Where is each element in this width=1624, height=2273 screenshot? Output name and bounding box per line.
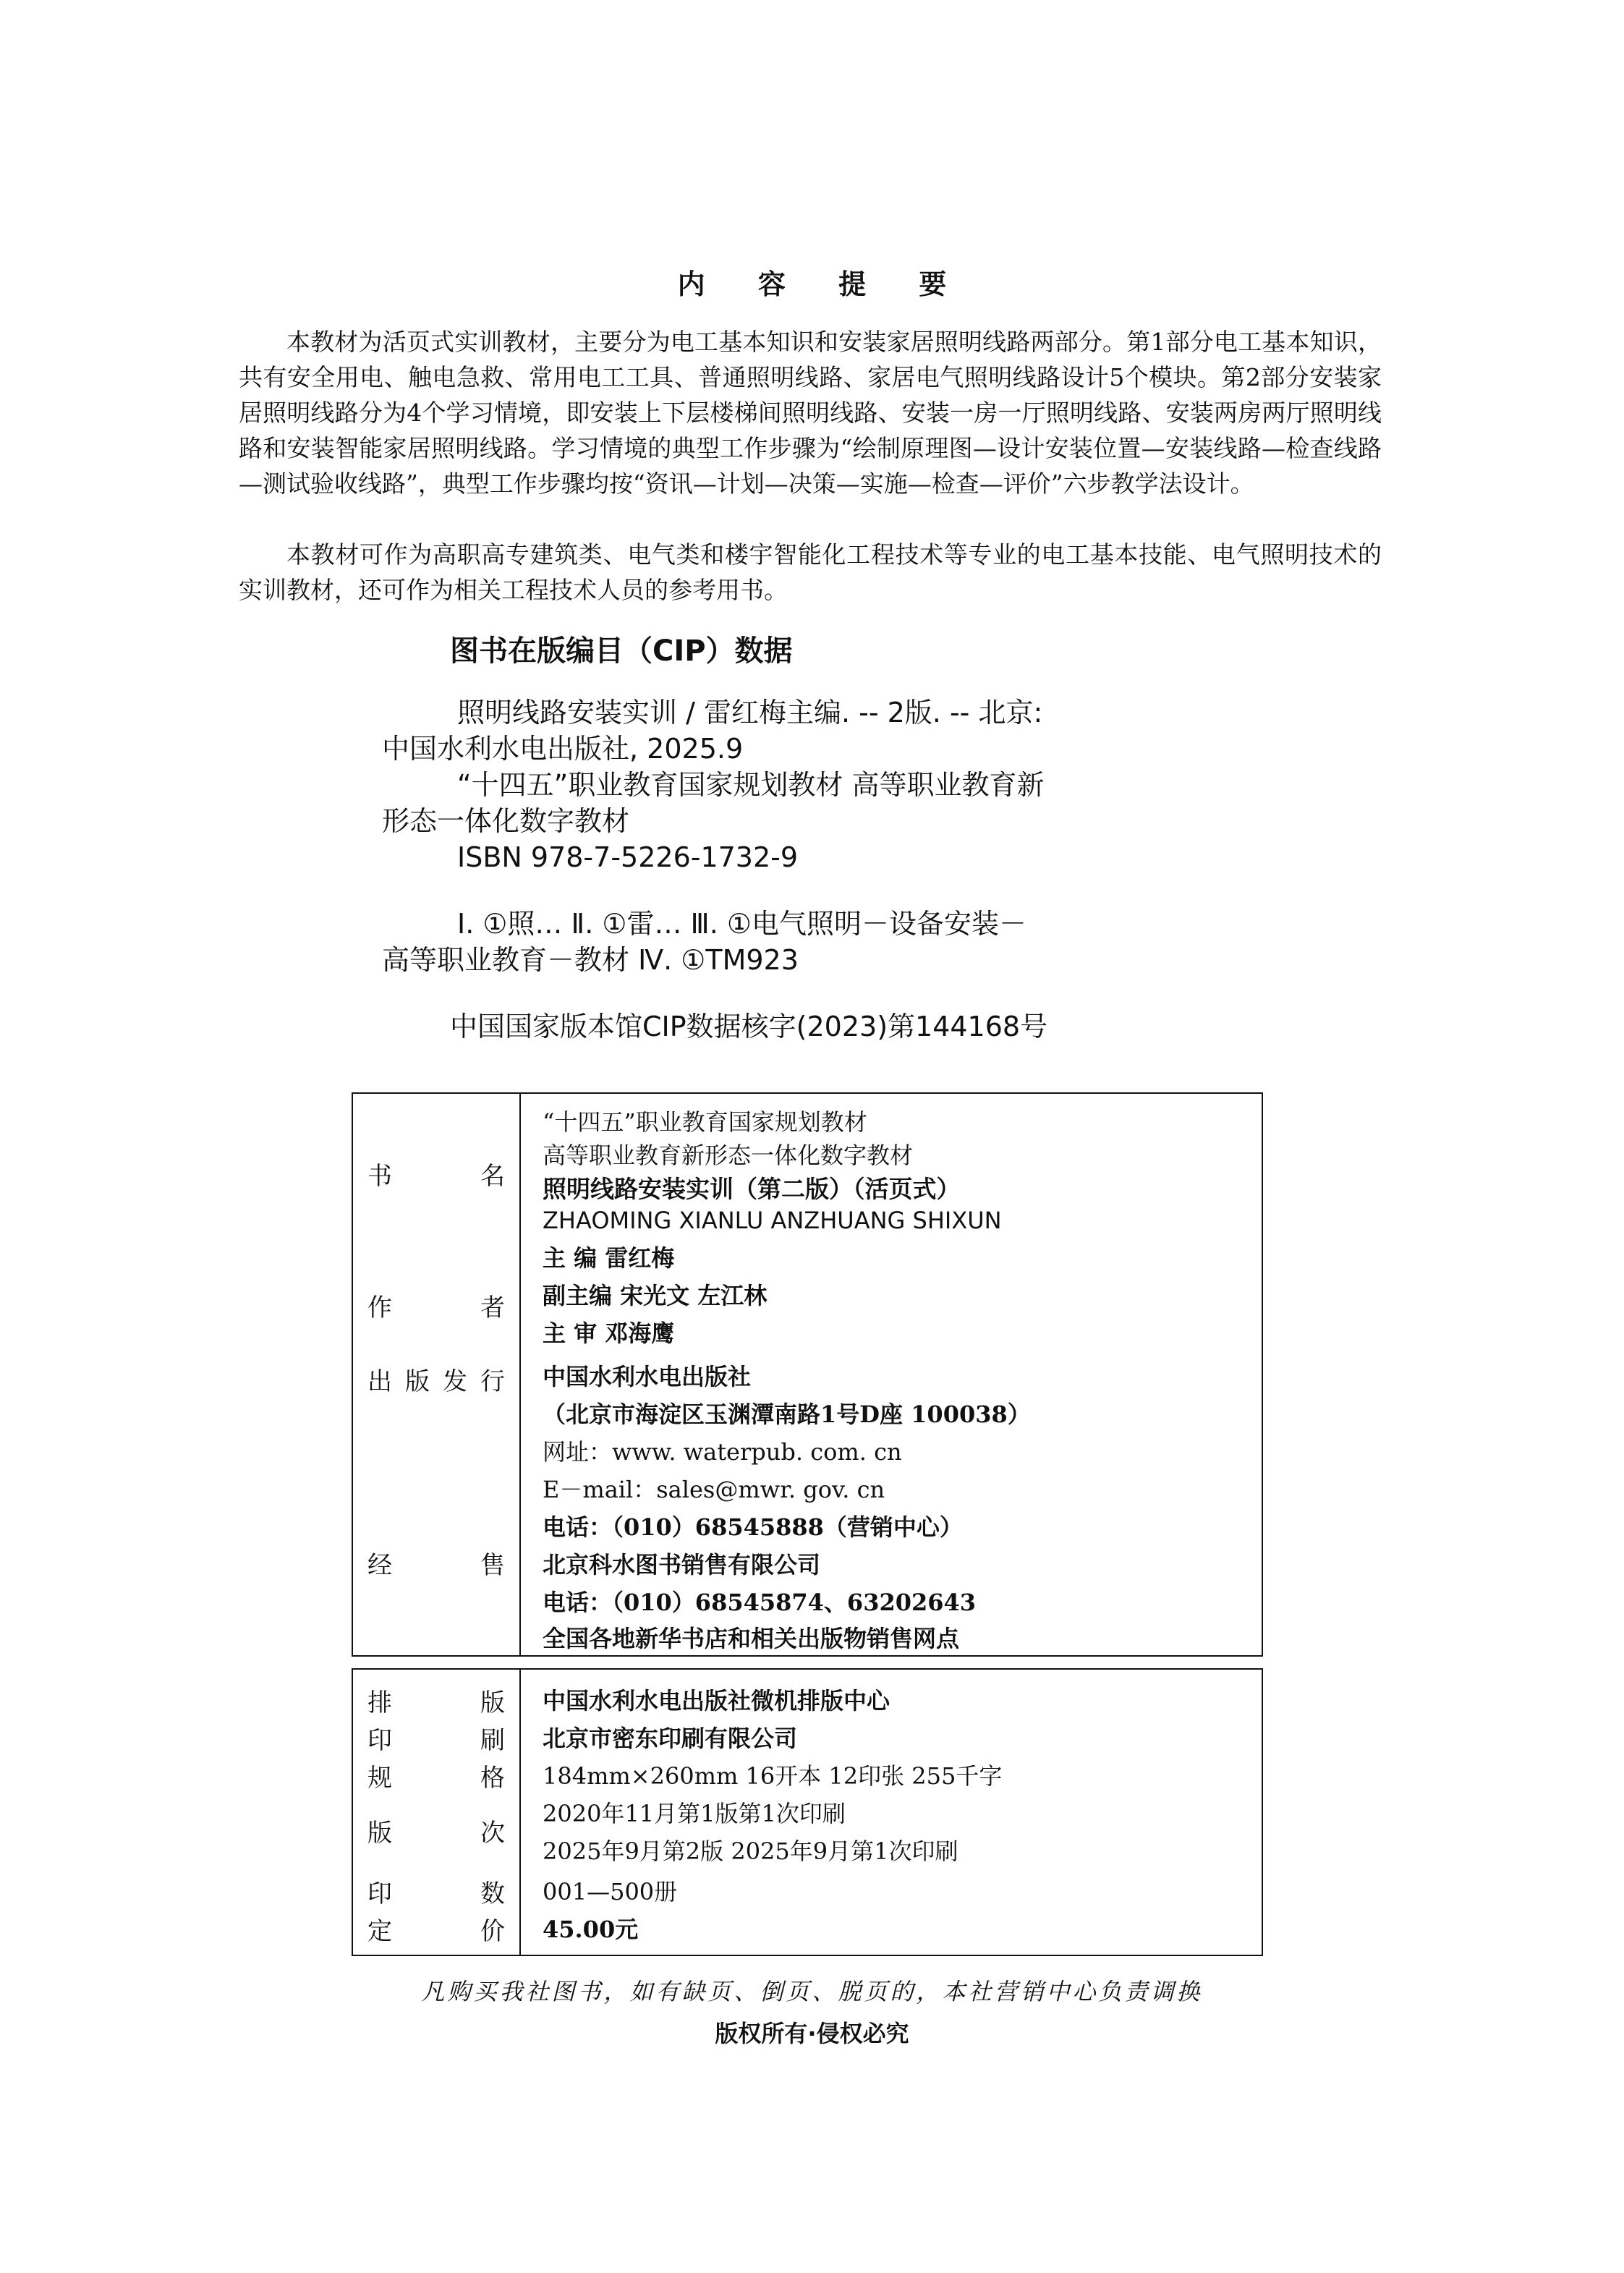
distributor-phone: 电话：（010）68545874、63202643 <box>543 1589 977 1616</box>
cip-record-number: 中国国家版本馆CIP数据核字(2023)第144168号 <box>450 1011 1048 1042</box>
label-char: 印 <box>367 1879 392 1908</box>
table-divider <box>519 1670 521 1955</box>
deputy-editors: 副主编 宋光文 左江林 <box>543 1282 768 1309</box>
reviewer: 主 审 邓海鹰 <box>543 1320 675 1347</box>
distributor-name: 北京科水图书销售有限公司 <box>543 1551 821 1579</box>
publisher-phone: 电话：（010）68545888（营销中心） <box>543 1513 963 1541</box>
label-char: 作 <box>367 1293 392 1322</box>
publisher-website: 网址：www. waterpub. com. cn <box>543 1438 902 1466</box>
label-char: 定 <box>367 1917 392 1946</box>
label-char: 者 <box>480 1293 505 1322</box>
price-value: 45.00元 <box>543 1916 639 1943</box>
typeset-value: 中国水利水电出版社微机排版中心 <box>543 1687 890 1715</box>
label-price <box>367 1911 505 1947</box>
label-char: 发 <box>443 1367 467 1396</box>
label-author <box>367 1288 505 1323</box>
edition-line-1: 2020年11月第1版第1次印刷 <box>543 1800 846 1827</box>
cip-line-2: 中国水利水电出版社, 2025.9 <box>382 733 744 765</box>
label-char: 次 <box>480 1819 505 1848</box>
label-char: 版 <box>405 1367 430 1396</box>
publisher-address: （北京市海淀区玉渊潭南路1号D座 100038） <box>543 1401 1031 1428</box>
cip-line-4: 形态一体化数字教材 <box>382 805 630 837</box>
label-char: 书 <box>367 1162 392 1191</box>
label-edition <box>367 1813 505 1848</box>
label-char: 经 <box>367 1551 392 1580</box>
cip-classification-1: Ⅰ. ①照… Ⅱ. ①雷… Ⅲ. ①电气照明－设备安装－ <box>457 908 1026 940</box>
label-char: 格 <box>480 1764 505 1793</box>
spec-value: 184mm×260mm 16开本 12印张 255千字 <box>543 1762 1003 1790</box>
copyright-notice: 版权所有·侵权必究 <box>715 2020 909 2047</box>
summary-title: 内 容 提 要 <box>677 268 969 300</box>
book-title-pinyin: ZHAOMING XIANLU ANZHUANG SHIXUN <box>543 1207 1002 1234</box>
label-copies <box>367 1874 505 1909</box>
label-char: 印 <box>367 1726 392 1755</box>
summary-paragraph-1: 本教材为活页式实训教材，主要分为电工基本知识和安装家居照明线路两部分。第1部分电工基本知识，共有安全用电、触电急救、常用电工工具、普通照明线路、家居电气照明线路设计5个模块。第2部分安装家居照明线路分为4个学习情境，即安装上下层楼梯间照明线路、安装一房一厅照明线路、安装两房两厅照明线路和安装智能家居照明线路。学习情境的典型工作步骤为“绘制原理图—设计安装位置—安装线路—检查线路—测试验收线路”，典型工作步骤均按“资讯—计划—决策—实施—检查—评价”六步教学法设计。 <box>239 328 1382 498</box>
table-divider <box>519 1094 521 1655</box>
publisher-email: E－mail：sales@mwr. gov. cn <box>543 1476 885 1503</box>
publisher-name: 中国水利水电出版社 <box>543 1363 752 1390</box>
return-notice: 凡购买我社图书，如有缺页、倒页、脱页的，本社营销中心负责调换 <box>421 1978 1203 2005</box>
cip-line-1: 照明线路安装实训 / 雷红梅主编. -- 2版. -- 北京: <box>457 697 1043 728</box>
label-char: 出 <box>367 1367 392 1396</box>
publication-info-table <box>352 1092 1263 1657</box>
distributor-network: 全国各地新华书店和相关出版物销售网点 <box>543 1625 960 1652</box>
cip-classification-2: 高等职业教育－教材 Ⅳ. ①TM923 <box>382 944 799 976</box>
cip-heading: 图书在版编目（CIP）数据 <box>450 634 793 668</box>
summary-paragraph-2: 本教材可作为高职高专建筑类、电气类和楼宇智能化工程技术等专业的电工基本技能、电气照明技术的实训教材，还可作为相关工程技术人员的参考用书。 <box>239 540 1382 604</box>
edition-line-2: 2025年9月第2版 2025年9月第1次印刷 <box>543 1837 958 1865</box>
label-char: 行 <box>480 1367 505 1396</box>
printing-info-table <box>352 1668 1263 1956</box>
label-char: 版 <box>367 1819 392 1848</box>
label-char: 规 <box>367 1764 392 1793</box>
label-char: 名 <box>480 1162 505 1191</box>
series-line-1: “十四五”职业教育国家规划教材 <box>543 1108 867 1136</box>
cip-isbn: ISBN 978-7-5226-1732-9 <box>457 841 799 873</box>
label-typeset <box>367 1683 505 1718</box>
label-spec <box>367 1758 505 1793</box>
label-char: 刷 <box>480 1726 505 1755</box>
chief-editor: 主 编 雷红梅 <box>543 1244 675 1272</box>
copies-value: 001—500册 <box>543 1878 678 1906</box>
label-char: 售 <box>480 1551 505 1580</box>
series-line-2: 高等职业教育新形态一体化数字教材 <box>543 1142 914 1169</box>
label-char: 数 <box>480 1879 505 1908</box>
printer-value: 北京市密东印刷有限公司 <box>543 1725 798 1752</box>
label-sales <box>367 1545 505 1581</box>
book-title: 照明线路安装实训（第二版）（活页式） <box>543 1175 961 1203</box>
label-char: 排 <box>367 1688 392 1717</box>
label-printing <box>367 1720 505 1756</box>
label-publisher <box>367 1361 505 1397</box>
cip-line-3: “十四五”职业教育国家规划教材 高等职业教育新 <box>457 769 1045 801</box>
label-char: 价 <box>480 1917 505 1946</box>
label-book-title <box>367 1156 505 1191</box>
label-char: 版 <box>480 1688 505 1717</box>
